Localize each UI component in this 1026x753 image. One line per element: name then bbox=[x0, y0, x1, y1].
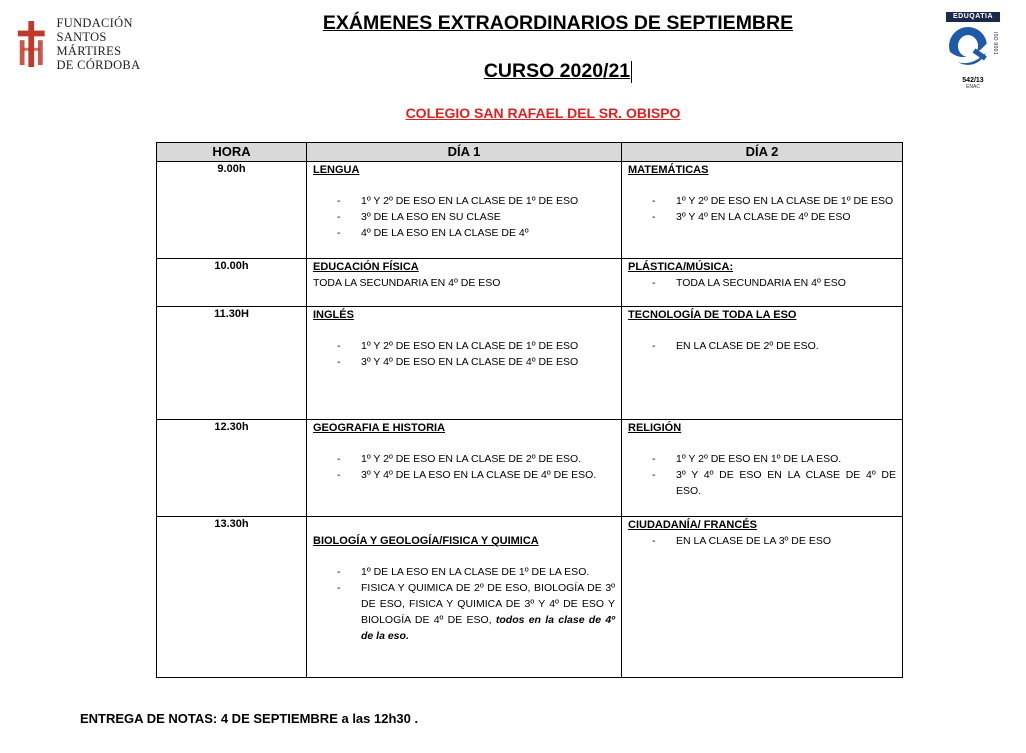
exam-list bbox=[628, 338, 896, 354]
exam-list bbox=[313, 193, 615, 241]
text-cursor[interactable] bbox=[631, 61, 632, 83]
list-item: - 1º Y 2º DE ESO EN LA CLASE DE 1º DE ESO bbox=[313, 338, 615, 354]
enac-label: ENAC bbox=[966, 84, 980, 90]
list-item: - 3º Y 4º DE ESO EN LA CLASE DE 4º DE ESO. bbox=[628, 467, 896, 499]
table-row bbox=[157, 420, 903, 517]
subject-title: MATEMÁTICAS bbox=[628, 164, 709, 176]
list-item: - 1º DE LA ESO EN LA CLASE DE 1º DE LA ESO. bbox=[313, 564, 615, 580]
table-row bbox=[157, 307, 903, 420]
school-name: COLEGIO SAN RAFAEL DEL SR. OBISPO bbox=[405, 105, 681, 121]
list-item: - 1º Y 2º DE ESO EN LA CLASE DE 2º DE ESO. bbox=[313, 451, 615, 467]
day2-cell bbox=[622, 162, 903, 259]
day1-cell bbox=[307, 517, 622, 678]
subject-title: LENGUA bbox=[313, 164, 360, 176]
day1-cell bbox=[307, 420, 622, 517]
exam-schedule-table bbox=[156, 142, 903, 678]
subject-title: GEOGRAFIA E HISTORIA bbox=[313, 422, 446, 434]
exam-list bbox=[628, 275, 896, 291]
subject-title: RELIGIÓN bbox=[628, 422, 682, 434]
time-cell: 10.00h bbox=[157, 259, 307, 307]
time-cell: 11.30H bbox=[157, 307, 307, 420]
table-row bbox=[157, 259, 903, 307]
exam-list bbox=[628, 533, 896, 549]
exam-list bbox=[628, 451, 896, 499]
day1-cell bbox=[307, 259, 622, 307]
day2-cell bbox=[622, 517, 903, 678]
cross-emblem-icon bbox=[14, 18, 48, 70]
subject-title: INGLÉS bbox=[313, 309, 354, 321]
list-item: - 1º Y 2º DE ESO EN LA CLASE DE 1º DE ESO bbox=[313, 193, 615, 209]
day1-cell bbox=[307, 307, 622, 420]
table-row bbox=[157, 162, 903, 259]
eduqatia-badge: EDUQATIA bbox=[946, 12, 1000, 22]
table-row bbox=[157, 517, 903, 678]
list-item: - TODA LA SECUNDARIA EN 4º ESO bbox=[628, 275, 896, 291]
course-title-text: CURSO 2020/21 bbox=[483, 60, 631, 82]
exam-list bbox=[628, 193, 896, 225]
grades-delivery-note: ENTREGA DE NOTAS: 4 DE SEPTIEMBRE a las 12h30 . bbox=[80, 711, 419, 726]
course-title bbox=[45, 60, 1026, 83]
logo-line: DE CÓRDOBA bbox=[56, 58, 141, 72]
time-cell: 13.30h bbox=[157, 517, 307, 678]
list-item-text: FISICA Y QUIMICA DE 2º DE ESO, BIOLOGÍA DE 3º DE ESO, FISICA Y QUIMICA DE 3º Y 4º DE ESO Y BIOLOGÍA DE 4º DE ESO, bbox=[361, 582, 615, 626]
subject-title: CIUDADANÍA/ FRANCÉS bbox=[628, 519, 757, 531]
page-title: EXÁMENES EXTRAORDINARIOS DE SEPTIEMBRE bbox=[322, 12, 794, 34]
exam-list bbox=[313, 338, 615, 370]
header-dia-2: DÍA 2 bbox=[622, 143, 903, 162]
day2-cell bbox=[622, 420, 903, 517]
day1-cell bbox=[307, 162, 622, 259]
day2-cell bbox=[622, 307, 903, 420]
list-item: - 3º Y 4º DE ESO EN LA CLASE DE 4º DE ESO bbox=[313, 354, 615, 370]
header-dia-1: DÍA 1 bbox=[307, 143, 622, 162]
cert-code: 542/13 bbox=[962, 77, 984, 84]
subject-title: EDUCACIÓN FÍSICA bbox=[313, 261, 419, 273]
day2-cell bbox=[622, 259, 903, 307]
exam-location: TODA LA SECUNDARIA EN 4º DE ESO bbox=[313, 277, 501, 289]
list-item-emphasis: todos en la clase de 4º de la eso. bbox=[361, 614, 615, 642]
logo-line: SANTOS MÁRTIRES bbox=[56, 30, 122, 58]
list-item: - 3º Y 4º DE LA ESO EN LA CLASE DE 4º DE ESO. bbox=[313, 467, 615, 483]
table-header-row bbox=[157, 143, 903, 162]
header-hora: HORA bbox=[157, 143, 307, 162]
exam-list bbox=[313, 564, 615, 644]
list-item: - 1º Y 2º DE ESO EN 1º DE LA ESO. bbox=[628, 451, 896, 467]
list-item: - EN LA CLASE DE LA 3º DE ESO bbox=[628, 533, 896, 549]
list-item bbox=[313, 580, 615, 644]
time-cell: 12.30h bbox=[157, 420, 307, 517]
list-item: - 1º Y 2º DE ESO EN LA CLASE DE 1º DE ESO bbox=[628, 193, 896, 209]
list-item: - 3º Y 4º EN LA CLASE DE 4º DE ESO bbox=[628, 209, 896, 225]
list-item: - EN LA CLASE DE 2º DE ESO. bbox=[628, 338, 896, 354]
exam-list bbox=[313, 451, 615, 483]
list-item: - 3º DE LA ESO EN SU CLASE bbox=[313, 209, 615, 225]
time-cell: 9.00h bbox=[157, 162, 307, 259]
logo-line: FUNDACIÓN bbox=[56, 16, 133, 30]
subject-title: TECNOLOGÍA DE TODA LA ESO bbox=[628, 309, 797, 321]
subject-title: BIOLOGÍA Y GEOLOGÍA/FISICA Y QUIMICA bbox=[313, 535, 539, 547]
subject-title: PLÁSTICA/MÚSICA: bbox=[628, 261, 734, 273]
iso-label: ISO 9001 bbox=[992, 32, 998, 55]
list-item: - 4º DE LA ESO EN LA CLASE DE 4º bbox=[313, 225, 615, 241]
